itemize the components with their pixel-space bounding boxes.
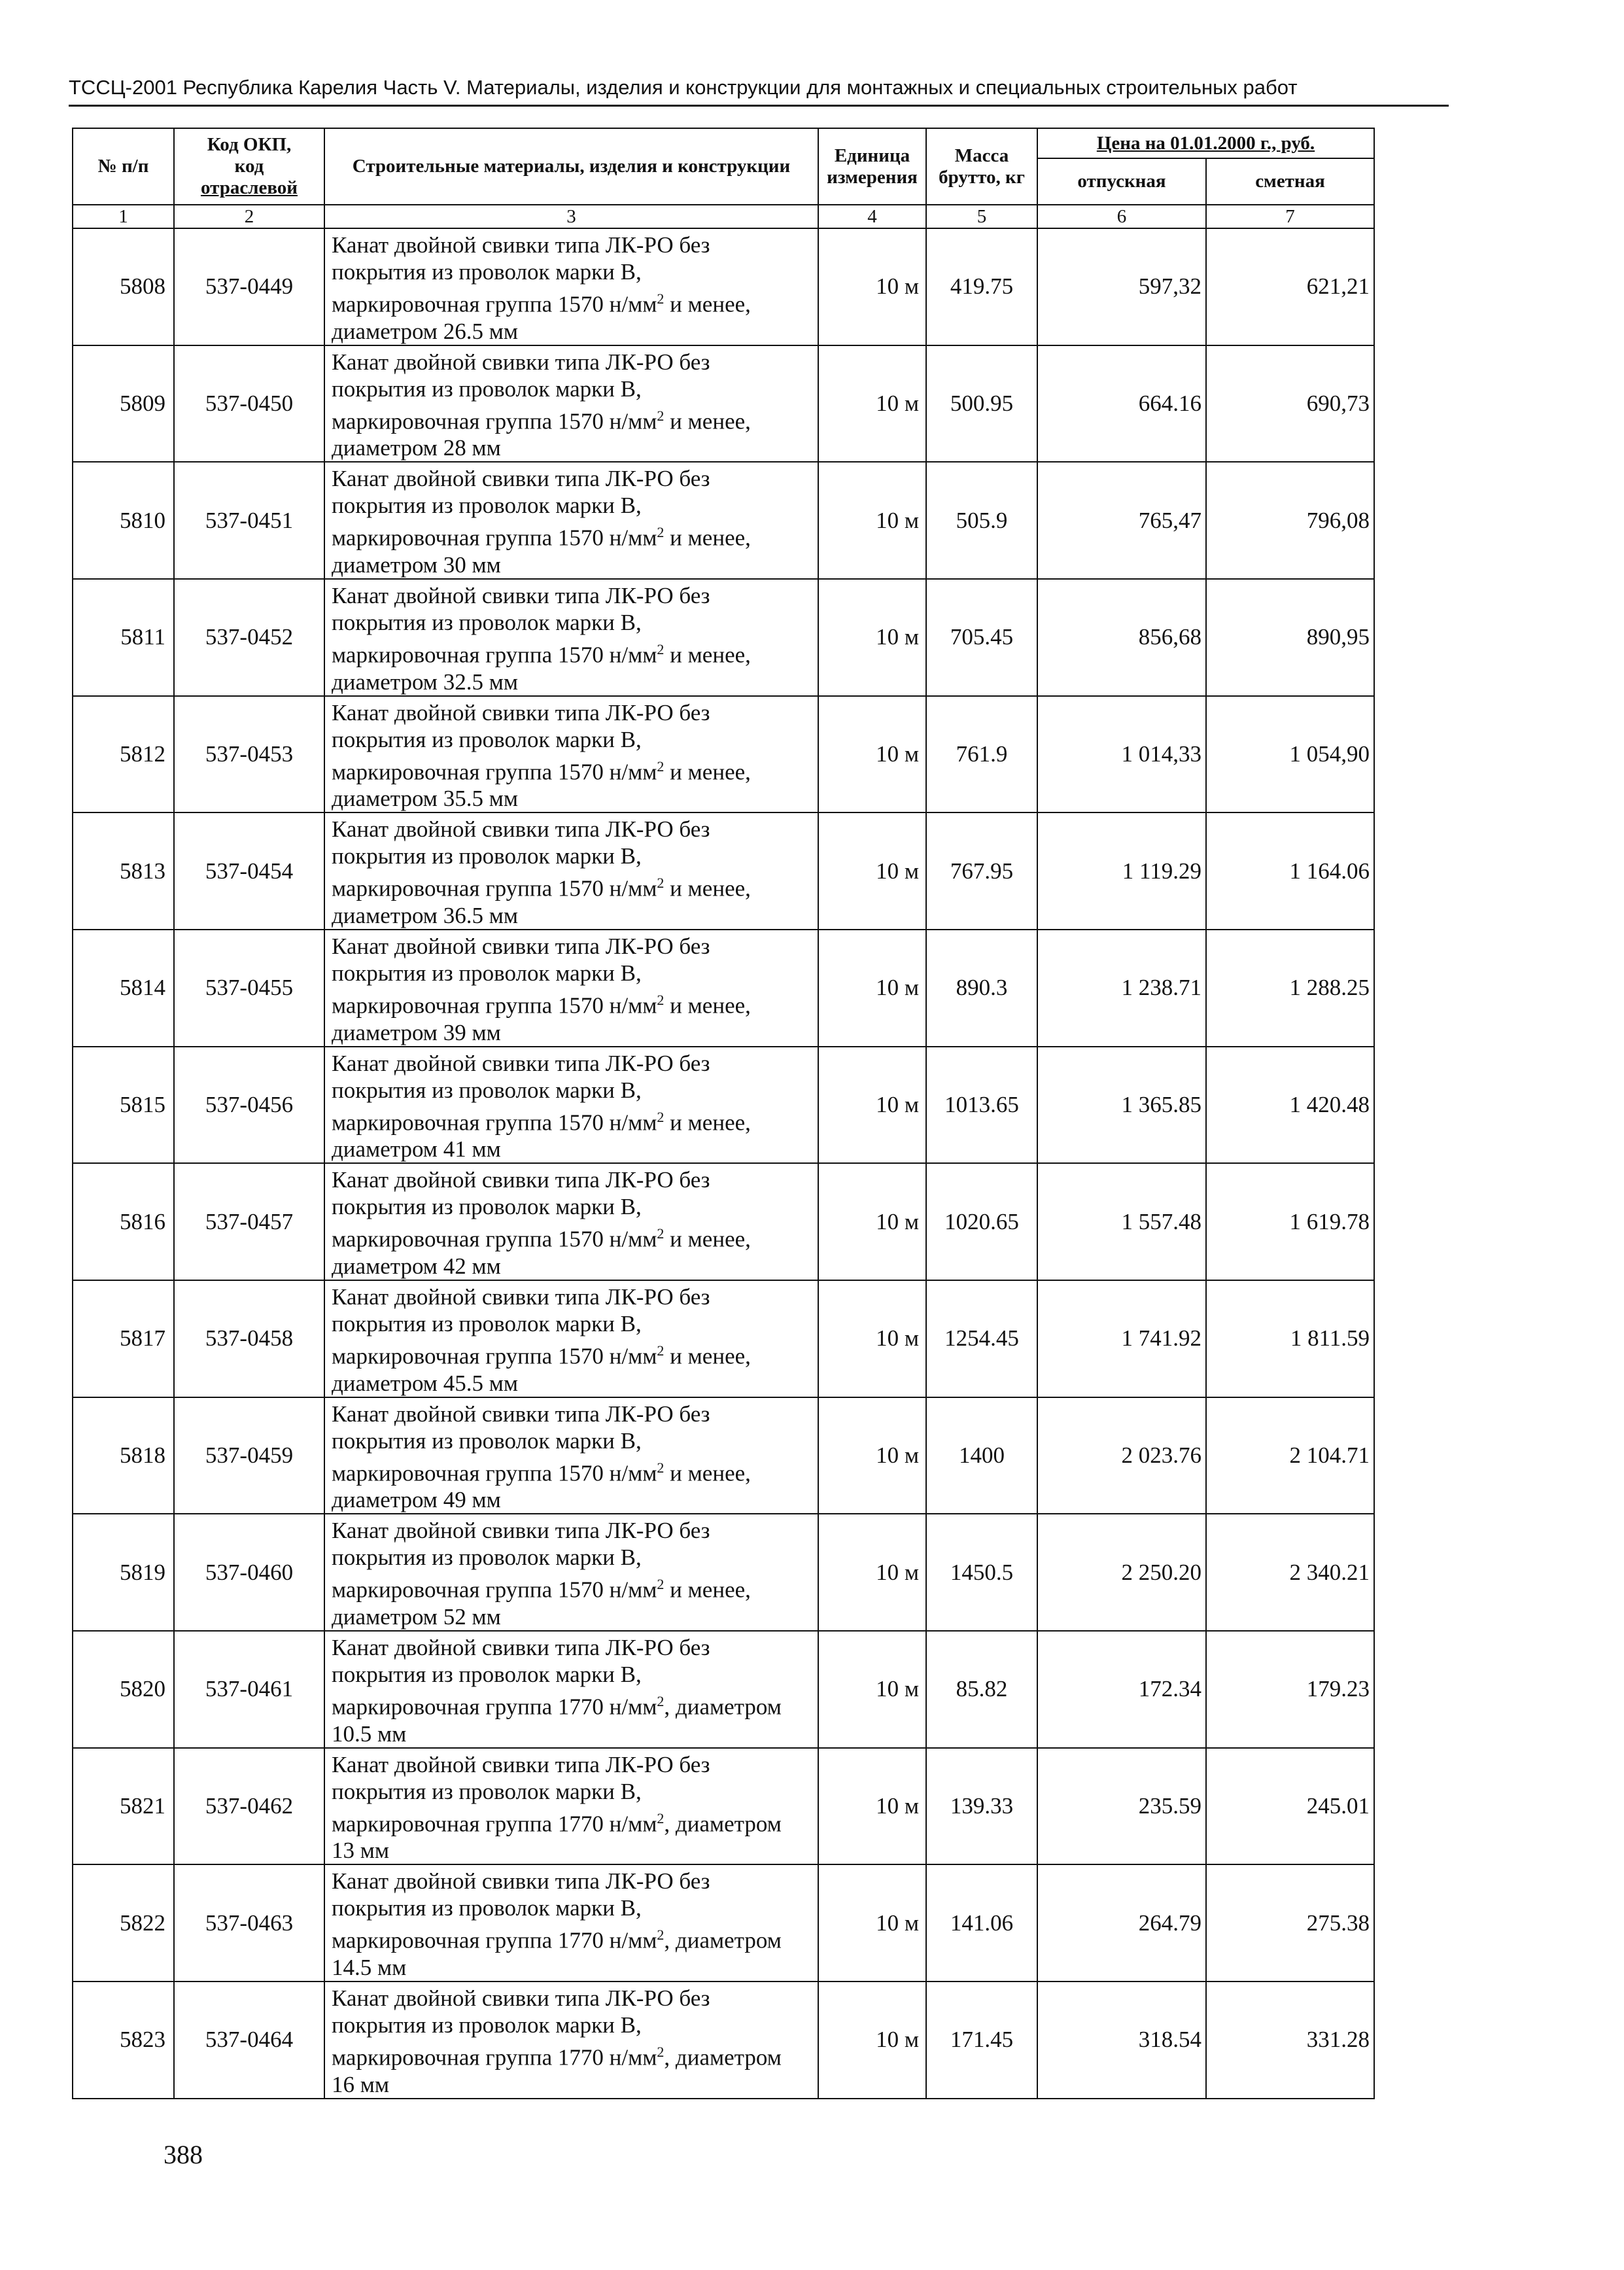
description-line: [332, 519, 814, 551]
row-number: 5812: [73, 696, 174, 813]
table-row: [73, 1982, 1374, 2099]
row-unit: 10 м: [818, 1982, 926, 2099]
row-code: 537-0450: [174, 345, 324, 463]
col-header-price-group: Цена на 01.01.2000 г., руб.: [1037, 128, 1374, 158]
description-line: [332, 1220, 814, 1253]
table-row: [73, 345, 1374, 463]
col-header-num: № п/п: [73, 128, 174, 205]
unit-superscript: 2: [657, 1809, 665, 1826]
row-number: 5822: [73, 1864, 174, 1982]
description-line: диаметром 28 мм: [332, 435, 501, 461]
table-row: [73, 462, 1374, 579]
col-number-6: 6: [1037, 205, 1206, 228]
description-line: [332, 1688, 814, 1720]
description-text: и менее,: [664, 1226, 751, 1252]
row-price-release: 2 250.20: [1037, 1514, 1206, 1631]
row-mass: 141.06: [926, 1864, 1037, 1982]
description-line: [332, 2038, 814, 2071]
description-line: Канат двойной свивки типа ЛК-РО без: [332, 1518, 710, 1544]
row-description: [324, 1163, 818, 1280]
col-number-2: 2: [174, 205, 324, 228]
description-line: диаметром 42 мм: [332, 1253, 501, 1279]
description-line: [332, 1104, 814, 1136]
unit-superscript: 2: [657, 1459, 665, 1476]
row-price-estimate: 690,73: [1206, 345, 1374, 463]
description-line: [332, 1337, 814, 1370]
row-price-estimate: 275.38: [1206, 1864, 1374, 1982]
description-text: маркировочная группа 1570 н/мм: [332, 1109, 657, 1136]
description-text: маркировочная группа 1570 н/мм: [332, 525, 657, 551]
description-line: покрытия из проволок марки В,: [332, 1077, 642, 1103]
row-price-release: 1 557.48: [1037, 1163, 1206, 1280]
row-unit: 10 м: [818, 228, 926, 345]
description-line: [332, 1805, 814, 1838]
row-number: 5815: [73, 1047, 174, 1164]
description-text: маркировочная группа 1570 н/мм: [332, 408, 657, 434]
row-code: 537-0452: [174, 579, 324, 696]
row-number: 5810: [73, 462, 174, 579]
unit-superscript: 2: [657, 1927, 665, 1944]
description-text: маркировочная группа 1770 н/мм: [332, 1694, 657, 1720]
unit-superscript: 2: [657, 407, 665, 424]
row-price-estimate: 245.01: [1206, 1748, 1374, 1865]
description-line: диаметром 49 мм: [332, 1487, 501, 1513]
description-line: Канат двойной свивки типа ЛК-РО без: [332, 466, 710, 492]
table-row: [73, 579, 1374, 696]
description-line: покрытия из проволок марки В,: [332, 1427, 642, 1454]
description-line: покрытия из проволок марки В,: [332, 493, 642, 519]
row-price-estimate: 1 619.78: [1206, 1163, 1374, 1280]
table-row: [73, 696, 1374, 813]
row-description: [324, 1514, 818, 1631]
row-price-release: 1 119.29: [1037, 812, 1206, 930]
row-mass: 85.82: [926, 1631, 1037, 1748]
row-price-release: 1 741.92: [1037, 1280, 1206, 1397]
description-text: маркировочная группа 1570 н/мм: [332, 1226, 657, 1252]
col-header-price-estimate: сметная: [1206, 158, 1374, 205]
row-price-estimate: 1 288.25: [1206, 930, 1374, 1047]
row-price-estimate: 1 420.48: [1206, 1047, 1374, 1164]
row-description: [324, 812, 818, 930]
description-line: Канат двойной свивки типа ЛК-РО без: [332, 933, 710, 959]
row-price-release: 1 365.85: [1037, 1047, 1206, 1164]
row-unit: 10 м: [818, 1280, 926, 1397]
row-code: 537-0458: [174, 1280, 324, 1397]
row-number: 5817: [73, 1280, 174, 1397]
row-unit: 10 м: [818, 696, 926, 813]
col-header-code-line3: отраслевой: [200, 177, 298, 198]
row-code: 537-0455: [174, 930, 324, 1047]
unit-superscript: 2: [657, 2043, 665, 2060]
row-mass: 500.95: [926, 345, 1037, 463]
table-row: [73, 1163, 1374, 1280]
description-text: маркировочная группа 1570 н/мм: [332, 642, 657, 668]
row-number: 5808: [73, 228, 174, 345]
description-text: маркировочная группа 1770 н/мм: [332, 2044, 657, 2070]
description-line: [332, 402, 814, 435]
description-text: и менее,: [664, 408, 751, 434]
row-number: 5821: [73, 1748, 174, 1865]
description-text: маркировочная группа 1570 н/мм: [332, 1577, 657, 1603]
row-description: [324, 1280, 818, 1397]
description-line: [332, 1921, 814, 1954]
row-unit: 10 м: [818, 1631, 926, 1748]
row-price-estimate: 1 054,90: [1206, 696, 1374, 813]
description-text: и менее,: [664, 1460, 751, 1486]
description-line: диаметром 30 мм: [332, 551, 501, 578]
description-text: и менее,: [664, 525, 751, 551]
row-price-estimate: 1 811.59: [1206, 1280, 1374, 1397]
description-line: покрытия из проволок марки В,: [332, 1895, 642, 1921]
table-row: [73, 1397, 1374, 1514]
description-text: маркировочная группа 1570 н/мм: [332, 759, 657, 785]
row-mass: 419.75: [926, 228, 1037, 345]
col-number-5: 5: [926, 205, 1037, 228]
col-number-4: 4: [818, 205, 926, 228]
unit-superscript: 2: [657, 758, 665, 775]
description-line: [332, 636, 814, 669]
row-price-estimate: 2 340.21: [1206, 1514, 1374, 1631]
col-number-3: 3: [324, 205, 818, 228]
description-line: диаметром 26.5 мм: [332, 318, 519, 344]
row-price-estimate: 179.23: [1206, 1631, 1374, 1748]
document-header: ТССЦ-2001 Республика Карелия Часть V. Материалы, изделия и конструкции для монтажных и специальных строительных работ: [69, 76, 1298, 99]
unit-superscript: 2: [657, 1225, 665, 1242]
row-price-release: 235.59: [1037, 1748, 1206, 1865]
table-row: [73, 1514, 1374, 1631]
row-description: [324, 345, 818, 463]
col-number-1: 1: [73, 205, 174, 228]
row-description: [324, 696, 818, 813]
description-text: и менее,: [664, 642, 751, 668]
unit-superscript: 2: [657, 640, 665, 657]
row-mass: 890.3: [926, 930, 1037, 1047]
row-mass: 767.95: [926, 812, 1037, 930]
row-mass: 139.33: [926, 1748, 1037, 1865]
header-rule: [69, 105, 1449, 107]
description-line: Канат двойной свивки типа ЛК-РО без: [332, 816, 710, 843]
row-description: [324, 228, 818, 345]
description-line: диаметром 32.5 мм: [332, 669, 519, 695]
col-header-desc: Строительные материалы, изделия и конструкции: [324, 128, 818, 205]
row-mass: 505.9: [926, 462, 1037, 579]
row-number: 5820: [73, 1631, 174, 1748]
row-price-estimate: 890,95: [1206, 579, 1374, 696]
description-text: и менее,: [664, 992, 751, 1019]
description-line: 10.5 мм: [332, 1720, 407, 1747]
description-line: покрытия из проволок марки В,: [332, 1661, 642, 1687]
description-line: покрытия из проволок марки В,: [332, 843, 642, 869]
description-line: диаметром 41 мм: [332, 1136, 501, 1162]
row-price-estimate: 621,21: [1206, 228, 1374, 345]
description-line: покрытия из проволок марки В,: [332, 960, 642, 986]
row-number: 5813: [73, 812, 174, 930]
description-text: маркировочная группа 1570 н/мм: [332, 875, 657, 901]
description-text: и менее,: [664, 759, 751, 785]
row-description: [324, 1982, 818, 2099]
row-price-release: 1 238.71: [1037, 930, 1206, 1047]
row-code: 537-0453: [174, 696, 324, 813]
description-line: покрытия из проволок марки В,: [332, 259, 642, 285]
table-row: [73, 1280, 1374, 1397]
col-header-mass: Масса брутто, кг: [926, 128, 1037, 205]
row-unit: 10 м: [818, 1397, 926, 1514]
description-line: покрытия из проволок марки В,: [332, 1310, 642, 1336]
row-description: [324, 1631, 818, 1748]
row-price-release: 664.16: [1037, 345, 1206, 463]
description-line: покрытия из проволок марки В,: [332, 726, 642, 752]
description-line: Канат двойной свивки типа ЛК-РО без: [332, 1283, 710, 1310]
row-price-release: 856,68: [1037, 579, 1206, 696]
description-line: [332, 987, 814, 1019]
row-code: 537-0461: [174, 1631, 324, 1748]
row-code: 537-0459: [174, 1397, 324, 1514]
description-text: , диаметром: [664, 1811, 782, 1837]
row-price-release: 597,32: [1037, 228, 1206, 345]
table-row: [73, 1864, 1374, 1982]
unit-superscript: 2: [657, 1576, 665, 1593]
table-body: [73, 228, 1374, 2099]
row-unit: 10 м: [818, 1163, 926, 1280]
description-line: Канат двойной свивки типа ЛК-РО без: [332, 349, 710, 375]
description-line: Канат двойной свивки типа ЛК-РО без: [332, 1401, 710, 1427]
description-line: покрытия из проволок марки В,: [332, 609, 642, 635]
row-code: 537-0464: [174, 1982, 324, 2099]
description-line: 16 мм: [332, 2071, 390, 2097]
row-code: 537-0451: [174, 462, 324, 579]
row-description: [324, 930, 818, 1047]
row-unit: 10 м: [818, 1047, 926, 1164]
row-code: 537-0457: [174, 1163, 324, 1280]
description-text: маркировочная группа 1770 н/мм: [332, 1927, 657, 1953]
row-number: 5823: [73, 1982, 174, 2099]
unit-superscript: 2: [657, 524, 665, 541]
row-mass: 761.9: [926, 696, 1037, 813]
table-row: [73, 930, 1374, 1047]
description-line: Канат двойной свивки типа ЛК-РО без: [332, 1985, 710, 2011]
description-line: Канат двойной свивки типа ЛК-РО без: [332, 1868, 710, 1895]
row-mass: 705.45: [926, 579, 1037, 696]
row-unit: 10 м: [818, 1514, 926, 1631]
description-text: маркировочная группа 1570 н/мм: [332, 291, 657, 317]
col-header-code-line2: код: [234, 156, 264, 177]
row-price-release: 1 014,33: [1037, 696, 1206, 813]
description-line: [332, 1454, 814, 1487]
description-line: покрытия из проволок марки В,: [332, 1194, 642, 1220]
description-line: [332, 869, 814, 902]
description-text: маркировочная группа 1570 н/мм: [332, 1343, 657, 1369]
row-code: 537-0449: [174, 228, 324, 345]
description-line: покрытия из проволок марки В,: [332, 2012, 642, 2038]
col-header-code-line1: Код ОКП,: [207, 134, 292, 155]
description-text: , диаметром: [664, 2044, 782, 2070]
description-line: Канат двойной свивки типа ЛК-РО без: [332, 1751, 710, 1777]
row-description: [324, 579, 818, 696]
description-text: и менее,: [664, 875, 751, 901]
description-line: покрытия из проволок марки В,: [332, 1778, 642, 1804]
description-line: 14.5 мм: [332, 1954, 407, 1980]
description-line: Канат двойной свивки типа ЛК-РО без: [332, 699, 710, 725]
page-number: 388: [164, 2140, 203, 2169]
row-price-release: 264.79: [1037, 1864, 1206, 1982]
col-header-unit: Единица измерения: [818, 128, 926, 205]
row-unit: 10 м: [818, 812, 926, 930]
row-description: [324, 1864, 818, 1982]
row-price-estimate: 796,08: [1206, 462, 1374, 579]
row-description: [324, 1047, 818, 1164]
row-price-release: 765,47: [1037, 462, 1206, 579]
table-row: [73, 1631, 1374, 1748]
row-price-release: 2 023.76: [1037, 1397, 1206, 1514]
row-unit: 10 м: [818, 462, 926, 579]
col-number-7: 7: [1206, 205, 1374, 228]
row-number: 5811: [73, 579, 174, 696]
row-mass: 1450.5: [926, 1514, 1037, 1631]
description-line: диаметром 45.5 мм: [332, 1370, 519, 1396]
row-code: 537-0456: [174, 1047, 324, 1164]
table-row: [73, 1047, 1374, 1164]
unit-superscript: 2: [657, 991, 665, 1008]
unit-superscript: 2: [657, 1342, 665, 1359]
row-unit: 10 м: [818, 579, 926, 696]
description-text: и менее,: [664, 1577, 751, 1603]
table-row: [73, 228, 1374, 345]
description-line: Канат двойной свивки типа ЛК-РО без: [332, 232, 710, 258]
row-number: 5816: [73, 1163, 174, 1280]
description-line: 13 мм: [332, 1838, 390, 1864]
description-line: Канат двойной свивки типа ЛК-РО без: [332, 582, 710, 608]
row-description: [324, 1397, 818, 1514]
unit-superscript: 2: [657, 875, 665, 892]
unit-superscript: 2: [657, 1692, 665, 1709]
row-code: 537-0454: [174, 812, 324, 930]
description-line: [332, 753, 814, 786]
description-line: Канат двойной свивки типа ЛК-РО без: [332, 1050, 710, 1076]
row-mass: 1254.45: [926, 1280, 1037, 1397]
row-code: 537-0462: [174, 1748, 324, 1865]
description-text: , диаметром: [664, 1694, 782, 1720]
row-description: [324, 462, 818, 579]
description-text: маркировочная группа 1570 н/мм: [332, 992, 657, 1019]
description-text: маркировочная группа 1570 н/мм: [332, 1460, 657, 1486]
row-number: 5818: [73, 1397, 174, 1514]
description-line: [332, 1571, 814, 1603]
unit-superscript: 2: [657, 290, 665, 307]
description-line: покрытия из проволок марки В,: [332, 375, 642, 402]
row-number: 5809: [73, 345, 174, 463]
row-code: 537-0463: [174, 1864, 324, 1982]
table-row: [73, 812, 1374, 930]
row-price-release: 318.54: [1037, 1982, 1206, 2099]
description-text: и менее,: [664, 291, 751, 317]
row-unit: 10 м: [818, 930, 926, 1047]
description-text: , диаметром: [664, 1927, 782, 1953]
description-text: маркировочная группа 1770 н/мм: [332, 1811, 657, 1837]
description-line: [332, 285, 814, 318]
description-line: Канат двойной свивки типа ЛК-РО без: [332, 1167, 710, 1193]
row-description: [324, 1748, 818, 1865]
row-price-release: 172.34: [1037, 1631, 1206, 1748]
col-header-code: [174, 128, 324, 205]
description-line: покрытия из проволок марки В,: [332, 1545, 642, 1571]
col-header-price-release: отпускная: [1037, 158, 1206, 205]
description-line: диаметром 35.5 мм: [332, 786, 519, 812]
price-table: [72, 128, 1375, 2099]
row-number: 5814: [73, 930, 174, 1047]
description-line: диаметром 52 мм: [332, 1603, 501, 1630]
row-unit: 10 м: [818, 1864, 926, 1982]
description-text: и менее,: [664, 1343, 751, 1369]
row-mass: 1013.65: [926, 1047, 1037, 1164]
row-unit: 10 м: [818, 345, 926, 463]
row-mass: 1020.65: [926, 1163, 1037, 1280]
description-line: диаметром 36.5 мм: [332, 902, 519, 928]
description-text: и менее,: [664, 1109, 751, 1136]
row-code: 537-0460: [174, 1514, 324, 1631]
row-unit: 10 м: [818, 1748, 926, 1865]
description-line: диаметром 39 мм: [332, 1019, 501, 1045]
description-line: Канат двойной свивки типа ЛК-РО без: [332, 1634, 710, 1660]
row-price-estimate: 1 164.06: [1206, 812, 1374, 930]
row-price-estimate: 331.28: [1206, 1982, 1374, 2099]
row-mass: 1400: [926, 1397, 1037, 1514]
row-number: 5819: [73, 1514, 174, 1631]
table-row: [73, 1748, 1374, 1865]
row-mass: 171.45: [926, 1982, 1037, 2099]
row-price-estimate: 2 104.71: [1206, 1397, 1374, 1514]
unit-superscript: 2: [657, 1108, 665, 1125]
